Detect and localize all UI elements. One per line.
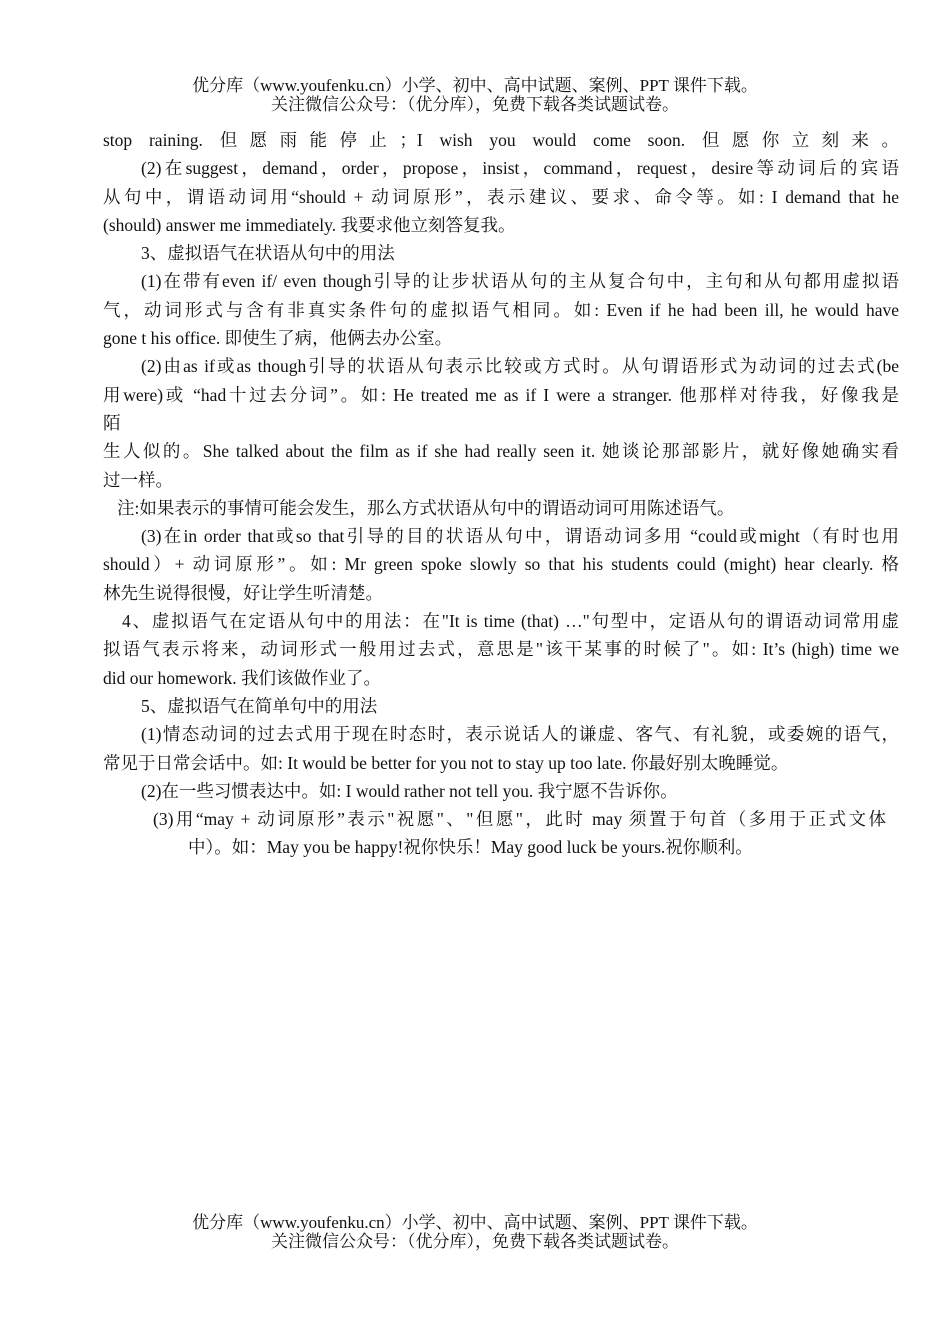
text-line: gone t his office. 即使生了病，他俩去办公室。 <box>103 328 453 349</box>
text-line: 生人似的。She talked about the film as if she had really seen it. 她谈论那部影片，就好像她确实看 <box>103 441 899 462</box>
section-heading: 5、虚拟语气在简单句中的用法 <box>141 695 378 716</box>
footer-line-1: 优分库（www.youfenku.cn）小学、初中、高中试题、案例、PPT 课件下载。 <box>192 1213 758 1232</box>
header-line-2: 关注微信公众号：（优分库），免费下载各类试题试卷。 <box>271 95 679 114</box>
text-line: 陌 <box>103 412 121 433</box>
text-line: (3)用“may + 动词原形”表示"祝愿"、"但愿"，此时 may 须置于句首（多用于正式文体 <box>153 809 886 830</box>
text-line: 拟语气表示将来，动词形式一般用过去式，意思是"该干某事的时候了"。如: It’s (high) time we <box>103 639 899 660</box>
page-footer <box>0 1213 950 1251</box>
text-line: (should) answer me immediately. 我要求他立刻答复我。 <box>103 214 516 235</box>
text-line: 林先生说得很慢，好让学生听清楚。 <box>103 582 383 603</box>
text-line: should）+ 动词原形”。如: Mr green spoke slowly so that his students could (might) hear clearly. 格 <box>103 554 899 575</box>
text-line: (2)在一些习惯表达中。如: I would rather not tell you. 我宁愿不告诉你。 <box>141 780 678 801</box>
text-line: stop raining. 但愿雨能停止；I wish you would come soon. 但愿你立刻来。 <box>103 130 899 150</box>
text-line: 用were)或 “had十过去分词”。如: He treated me as if I were a stranger. 他那样对待我，好像我是 <box>103 384 899 405</box>
text-line: (1)情态动词的过去式用于现在时态时，表示说话人的谦虚、客气、有礼貌，或委婉的语气， <box>141 724 899 745</box>
text-line: 从句中，谓语动词用“should + 动词原形”，表示建议、要求、命令等。如: I demand that he <box>103 186 899 207</box>
note-line: 注:如果表示的事情可能会发生，那么方式状语从句中的谓语动词可用陈述语气。 <box>117 497 735 518</box>
page-header <box>0 76 950 114</box>
footer-line-2: 关注微信公众号：（优分库），免费下载各类试题试卷。 <box>271 1232 679 1251</box>
text-line: (3)在in order that或so that引导的目的状语从句中，谓语动词多用 “could或might（有时也用 <box>141 526 899 547</box>
text-line: 中）。如：May you be happy!祝你快乐！May good luck be yours.祝你顺利。 <box>188 837 753 858</box>
text-line: 气，动词形式与含有非真实条件句的虚拟语气相同。如: Even if he had been ill, he would have <box>103 299 899 320</box>
text-line: 过一样。 <box>103 469 173 490</box>
section-heading: 4、虚拟语气在定语从句中的用法：在"It is time (that) …"句型中，定语从句的谓语动词常用虚 <box>122 611 899 632</box>
text-line: (1)在带有even if/ even though引导的让步状语从句的主从复合句中，主句和从句都用虚拟语 <box>141 271 899 292</box>
text-line: did our homework. 我们该做作业了。 <box>103 667 382 688</box>
header-line-1: 优分库（www.youfenku.cn）小学、初中、高中试题、案例、PPT 课件下载。 <box>192 76 758 95</box>
section-heading: 3、虚拟语气在状语从句中的用法 <box>141 243 395 264</box>
text-line: (2)由as if或as though引导的状语从句表示比较或方式时。从句谓语形式为动词的过去式(be <box>141 356 899 377</box>
text-line: (2)在suggest，demand，order，propose，insist，command，request，desire等动词后的宾语 <box>141 158 899 179</box>
document-body <box>103 126 899 862</box>
text-line: 常见于日常会话中。如: It would be better for you not to stay up too late. 你最好别太晚睡觉。 <box>103 752 789 773</box>
